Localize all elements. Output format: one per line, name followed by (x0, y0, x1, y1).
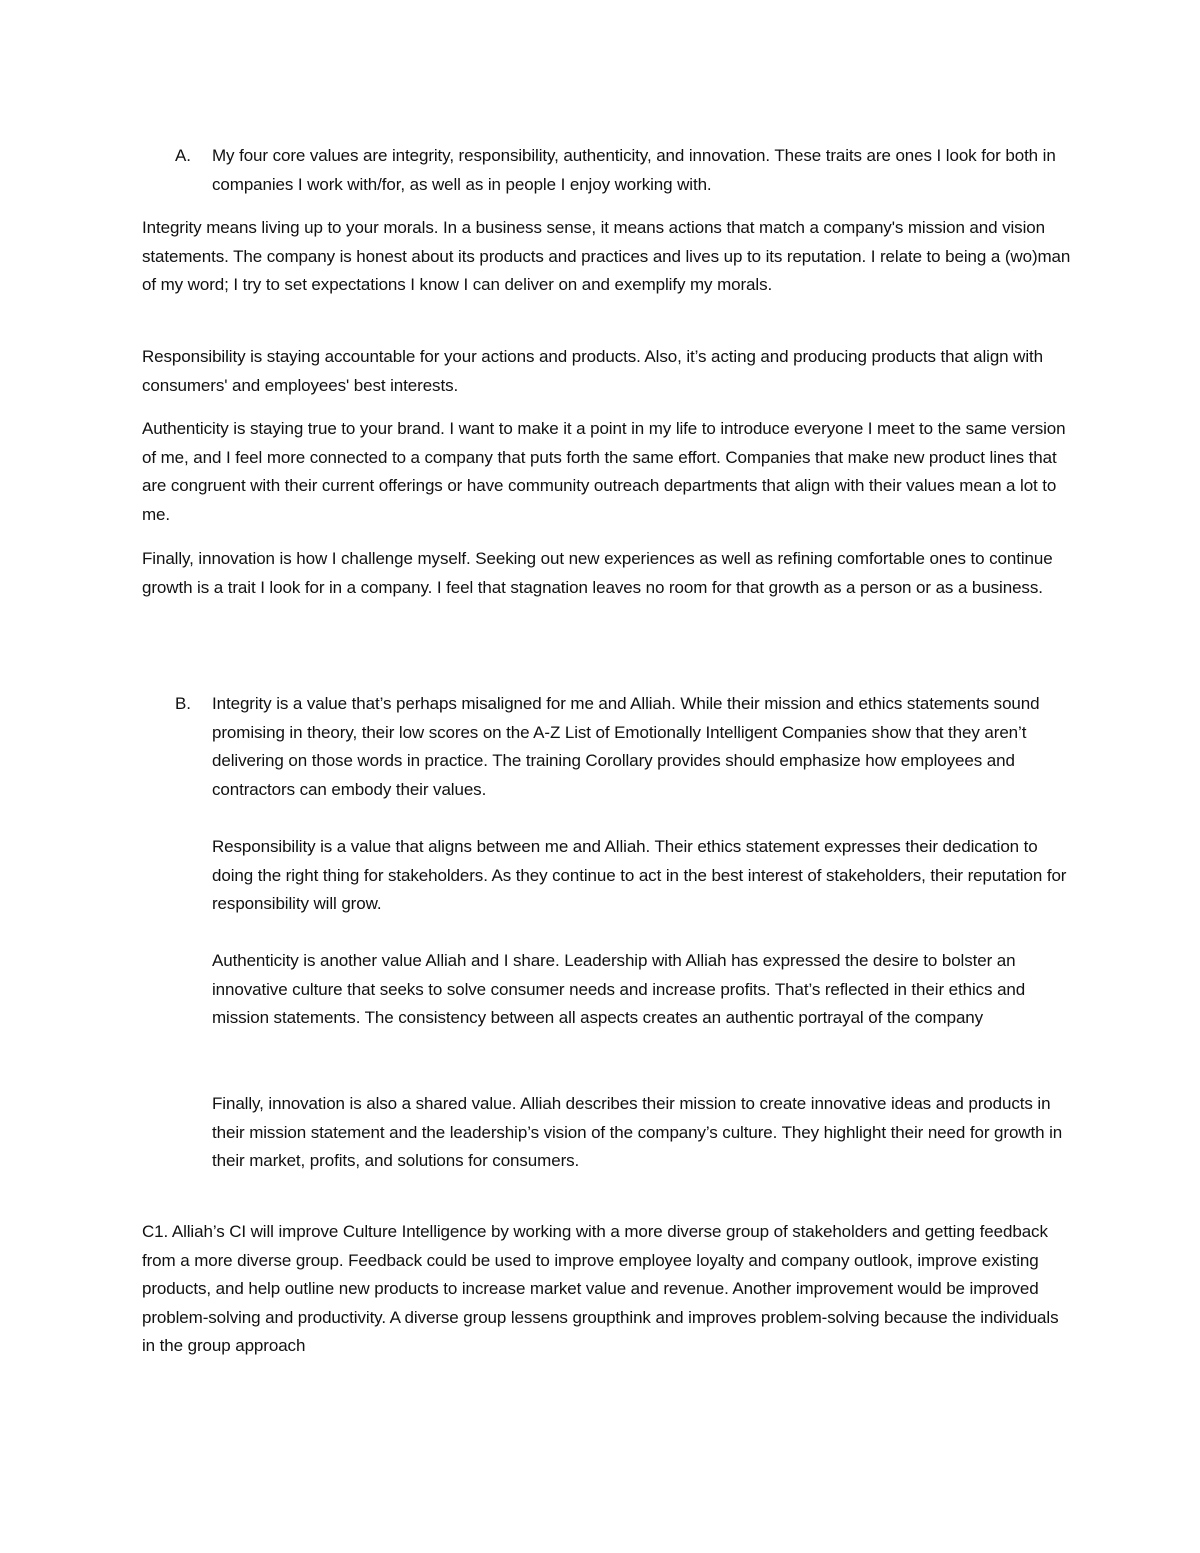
list-item-b (175, 690, 1075, 804)
paragraph-text: Finally, innovation is how I challenge myself. Seeking out new experiences as well as refining comfortable ones to continue growth is a trait I look for in a company. I feel that stagnation leaves no room for that growth as a person or as a business. (142, 549, 1053, 597)
paragraph-responsibility (142, 343, 1072, 400)
paragraph-text: Integrity means living up to your morals. In a business sense, it means actions that match a company's mission and vision statements. The company is honest about its products and practices and lives up to its reputation. I relate to being a (wo)man of my word; I try to set expectations I know I can deliver on and exemplify my morals. (142, 218, 1071, 295)
paragraph-text: Authenticity is another value Alliah and I share. Leadership with Alliah has expressed the desire to bolster an innovative culture that seeks to solve consumer needs and increase profits. That’s reflected in their ethics and mission statements. The consistency between all aspects creates an authentic portrayal of the company (212, 951, 1026, 1028)
paragraph-authenticity (142, 415, 1072, 529)
paragraph-text: Responsibility is a value that aligns between me and Alliah. Their ethics statement expresses their dedication to doing the right thing for stakeholders. As they continue to act in the best interest of stakeholders, their reputation for responsibility will grow. (212, 837, 1067, 914)
paragraph-b-authenticity (212, 947, 1072, 1033)
paragraph-text: C1. Alliah’s CI will improve Culture Intelligence by working with a more diverse group of stakeholders and getting feedback from a more diverse group. Feedback could be used to improve employee loyalty and company outlook, improve existing products, and help outline new products to increase market value and revenue. Another improvement would be improved problem-solving and productivity. A diverse group lessens groupthink and improves problem-solving because the individuals in the group approach (142, 1222, 1059, 1356)
paragraph-text: Responsibility is staying accountable for your actions and products. Also, it’s acting and producing products that align with consumers' and employees' best interests. (142, 347, 1043, 395)
paragraph-integrity (142, 214, 1072, 300)
paragraph-innovation (142, 545, 1072, 602)
paragraph-c1 (142, 1218, 1072, 1361)
list-marker-b: B. (175, 694, 191, 713)
paragraph-text: Finally, innovation is also a shared value. Alliah describes their mission to create innovative ideas and products in their mission statement and the leadership’s vision of the company’s culture. They highlight their need for growth in their market, profits, and solutions for consumers. (212, 1094, 1063, 1171)
paragraph-b-responsibility (212, 833, 1072, 919)
list-item-b-text: Integrity is a value that’s perhaps misaligned for me and Alliah. While their mission and ethics statements sound promising in theory, their low scores on the A-Z List of Emotionally Intelligent Companies show that they aren’t delivering on those words in practice. The training Corollary provides should emphasize how employees and contractors can embody their values. (212, 694, 1040, 799)
list-item-a-text: My four core values are integrity, responsibility, authenticity, and innovation. These traits are ones I look for both in companies I work with/for, as well as in people I enjoy working with. (212, 146, 1056, 194)
paragraph-b-innovation (212, 1090, 1072, 1176)
list-item-a (175, 142, 1075, 199)
list-marker-a: A. (175, 146, 191, 165)
paragraph-text: Authenticity is staying true to your brand. I want to make it a point in my life to introduce everyone I meet to the same version of me, and I feel more connected to a company that puts forth the same effort. Companies that make new product lines that are congruent with their current offerings or have community outreach departments that align with their values mean a lot to me. (142, 419, 1066, 524)
